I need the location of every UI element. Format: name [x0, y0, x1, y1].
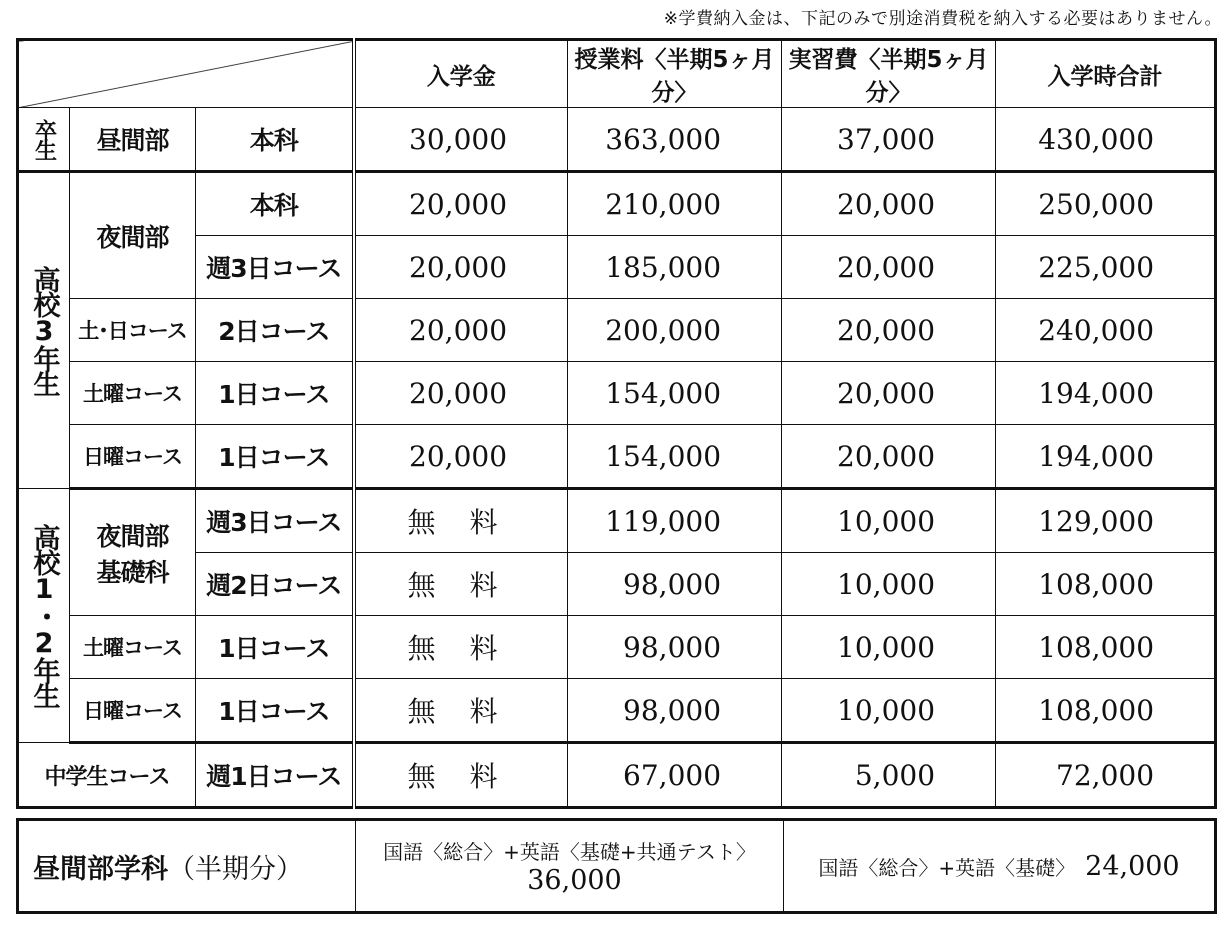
- cell-total: 225,000: [996, 236, 1216, 299]
- cell-practice: 20,000: [782, 299, 996, 362]
- cell-total: 72,000: [996, 743, 1216, 808]
- day-option-2-text: 国語〈総合〉+英語〈基礎〉: [818, 855, 1076, 880]
- row-course: 1日コース: [196, 679, 354, 743]
- day-label-paren: （半期分）: [168, 853, 303, 885]
- table-row: [18, 425, 1216, 489]
- group-graduate: 卒生: [18, 108, 70, 172]
- cell-total: 194,000: [996, 425, 1216, 489]
- table-row: [18, 489, 1216, 553]
- cell-entrance: 30,000: [354, 108, 568, 172]
- row-sub: 土曜コース: [70, 616, 196, 679]
- header-practice: 実習費〈半期5ヶ月分〉: [782, 40, 996, 108]
- row-course: 週3日コース: [196, 236, 354, 299]
- row-course: 週2日コース: [196, 553, 354, 616]
- table-row: [18, 743, 1216, 808]
- cell-entrance: 無料: [354, 489, 568, 553]
- table-row: [18, 108, 1216, 172]
- tax-note: ※学費納入金は、下記のみで別途消費税を納入する必要はありません。: [663, 9, 1222, 29]
- table-row: [18, 616, 1216, 679]
- row-sub: 昼間部: [70, 108, 196, 172]
- cell-total: 108,000: [996, 616, 1216, 679]
- cell-tuition: 119,000: [568, 489, 782, 553]
- cell-entrance: 20,000: [354, 172, 568, 236]
- row-course: 1日コース: [196, 616, 354, 679]
- row-sub: 日曜コース: [70, 679, 196, 743]
- cell-tuition: 185,000: [568, 236, 782, 299]
- cell-practice: 37,000: [782, 108, 996, 172]
- cell-tuition: 154,000: [568, 362, 782, 425]
- row-course: 本科: [196, 108, 354, 172]
- row-course: 週1日コース: [196, 743, 354, 808]
- row-sub: 夜間部 基礎科: [70, 489, 196, 616]
- cell-practice: 10,000: [782, 489, 996, 553]
- table-row: [18, 172, 1216, 236]
- cell-practice: 20,000: [782, 172, 996, 236]
- table-row: [18, 553, 1216, 616]
- row-sub: 日曜コース: [70, 425, 196, 489]
- cell-tuition: 67,000: [568, 743, 782, 808]
- cell-entrance: 20,000: [354, 236, 568, 299]
- header-row: [18, 40, 1216, 108]
- row-course: 1日コース: [196, 362, 354, 425]
- cell-entrance: 20,000: [354, 362, 568, 425]
- row-sub: 土･日コース: [70, 299, 196, 362]
- cell-tuition: 210,000: [568, 172, 782, 236]
- cell-entrance: 無料: [354, 616, 568, 679]
- fee-table: [16, 38, 1217, 809]
- group-junior: 中学生コース: [18, 743, 196, 808]
- day-course-table: [16, 818, 1217, 914]
- cell-total: 129,000: [996, 489, 1216, 553]
- cell-practice: 20,000: [782, 362, 996, 425]
- day-option-1: [356, 820, 784, 913]
- row-course: 1日コース: [196, 425, 354, 489]
- corner-cell: [18, 40, 354, 108]
- cell-total: 108,000: [996, 553, 1216, 616]
- cell-tuition: 363,000: [568, 108, 782, 172]
- cell-practice: 20,000: [782, 425, 996, 489]
- row-sub: 土曜コース: [70, 362, 196, 425]
- cell-entrance: 無料: [354, 553, 568, 616]
- day-option-1-text: 国語〈総合〉+英語〈基礎+共通テスト〉: [383, 840, 756, 864]
- cell-entrance: 無料: [354, 679, 568, 743]
- cell-tuition: 98,000: [568, 616, 782, 679]
- day-option-2-price: 24,000: [1085, 850, 1180, 882]
- group-hs12: 高校1・2年生: [18, 489, 70, 743]
- header-total: 入学時合計: [996, 40, 1216, 108]
- cell-total: 250,000: [996, 172, 1216, 236]
- day-label-main: 昼間部学科: [33, 853, 168, 885]
- row-course: 2日コース: [196, 299, 354, 362]
- cell-tuition: 98,000: [568, 553, 782, 616]
- table-row: [18, 299, 1216, 362]
- cell-total: 430,000: [996, 108, 1216, 172]
- cell-entrance: 20,000: [354, 299, 568, 362]
- table-row: [18, 236, 1216, 299]
- header-tuition: 授業料〈半期5ヶ月分〉: [568, 40, 782, 108]
- header-entrance: 入学金: [354, 40, 568, 108]
- cell-total: 240,000: [996, 299, 1216, 362]
- cell-entrance: 無料: [354, 743, 568, 808]
- day-course-label: [18, 820, 356, 913]
- row-course: 週3日コース: [196, 489, 354, 553]
- cell-practice: 20,000: [782, 236, 996, 299]
- cell-total: 108,000: [996, 679, 1216, 743]
- day-row: [18, 820, 1216, 913]
- row-sub: 夜間部: [70, 172, 196, 299]
- table-row: [18, 679, 1216, 743]
- table-row: [18, 362, 1216, 425]
- cell-tuition: 154,000: [568, 425, 782, 489]
- day-option-2: [784, 820, 1216, 913]
- cell-practice: 5,000: [782, 743, 996, 808]
- cell-total: 194,000: [996, 362, 1216, 425]
- cell-entrance: 20,000: [354, 425, 568, 489]
- day-option-1-price: 36,000: [527, 865, 622, 896]
- cell-practice: 10,000: [782, 679, 996, 743]
- cell-tuition: 200,000: [568, 299, 782, 362]
- group-hs3: 高校3年生: [18, 172, 70, 489]
- row-course: 本科: [196, 172, 354, 236]
- cell-practice: 10,000: [782, 553, 996, 616]
- cell-tuition: 98,000: [568, 679, 782, 743]
- cell-practice: 10,000: [782, 616, 996, 679]
